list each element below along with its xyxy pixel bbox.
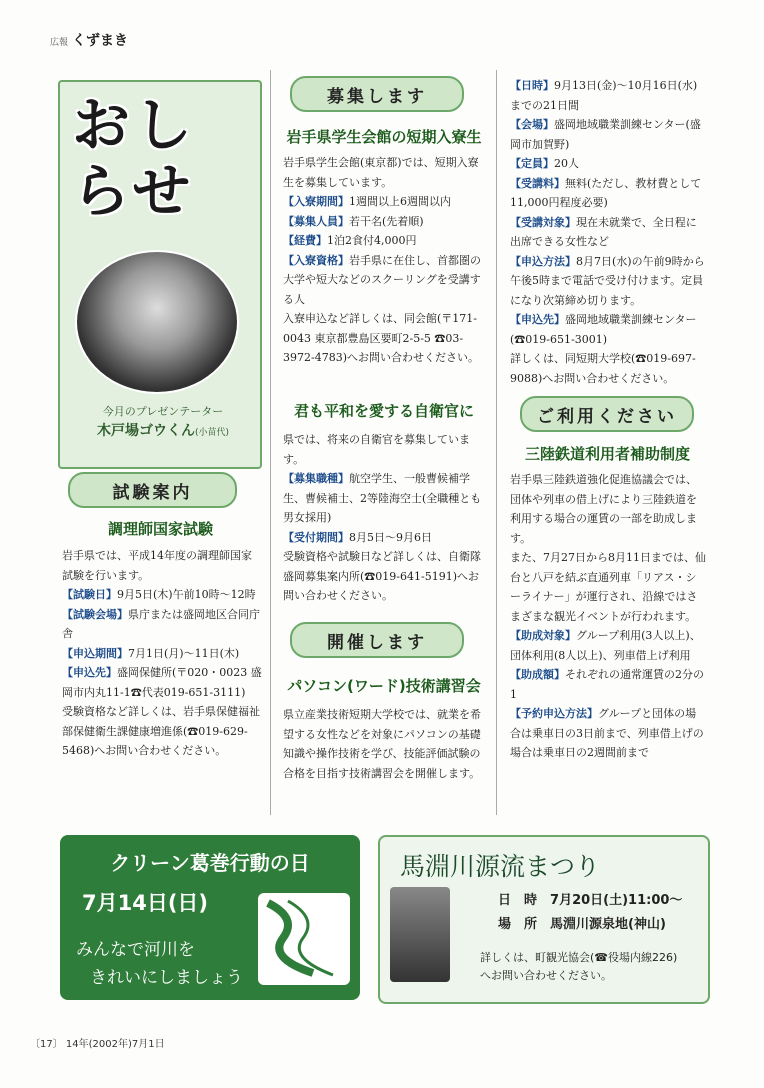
boshu-item xyxy=(283,231,488,251)
place-value: 馬淵川源泉地(神山) xyxy=(550,917,666,932)
item-key: 【申込期間】 xyxy=(62,646,128,660)
oshirase-title xyxy=(72,92,196,224)
item-value: 7月1日(月)〜11日(木) xyxy=(128,646,240,660)
item-key: 【入寮資格】 xyxy=(283,253,349,267)
jieikan-intro: 県では、将来の自衛官を募集しています。 xyxy=(283,433,470,466)
banner-left-line1: みんなで河川を xyxy=(76,940,195,960)
river-illustration xyxy=(258,893,350,985)
banner-left-line2: きれいにしましょう xyxy=(90,968,243,988)
sanriku-intro2: また、7月27日から8月11日までは、仙台と八戸を結ぶ直通列車「リアス・シーライナー」が運行され、沿線ではさまざまな観光イベントが行われます。 xyxy=(510,551,706,623)
sanriku-intro: 岩手県三陸鉄道強化促進協議会では、団体や列車の借上げにより三陸鉄道を利用する場合の運賃の一部を助成します。 xyxy=(510,473,697,545)
header-small: 広報 xyxy=(50,38,69,48)
boshu-item xyxy=(283,192,488,212)
header-brand xyxy=(50,30,128,50)
kaisai-body xyxy=(283,705,488,783)
detail-item xyxy=(510,213,706,252)
shiken-item xyxy=(62,644,262,664)
banner-right-date-row xyxy=(498,889,682,908)
banner-right-title: 馬淵川源流まつり xyxy=(400,852,601,881)
item-value: グループと団体の場合は乗車日の3日前まで、列車借上げの場合は乗車日の2週間前まで xyxy=(510,707,704,759)
place-label: 場 所 xyxy=(498,917,538,932)
shiken-body xyxy=(62,546,262,761)
detail-outro: 詳しくは、同短期大学校(☎019-697-9088)へお問い合わせください。 xyxy=(510,352,696,385)
sanriku-item xyxy=(510,704,706,763)
shiken-item xyxy=(62,605,262,644)
item-key: 【申込先】 xyxy=(62,666,117,679)
item-key: 【入寮期間】 xyxy=(283,195,349,208)
detail-item xyxy=(510,115,706,154)
detail-item xyxy=(510,310,706,349)
clean-kuzumaki-banner xyxy=(60,835,360,1000)
kaisai-intro: 県立産業技術短期大学校では、就業を希望する女性などを対象にパソコンの基礎知識や操作技術を学び、技能評価試験の合格を目指す技術講習会を開催します。 xyxy=(283,708,481,780)
item-value: 9月13日(金)〜10月16日(水)までの21日間 xyxy=(510,79,698,112)
item-value: それぞれの通常運賃の2分の1 xyxy=(510,668,704,701)
boshu-intro: 岩手県学生会館(東京都)では、短期入寮生を募集しています。 xyxy=(283,156,479,189)
brand-name: くずまき xyxy=(72,33,129,49)
item-value: 1泊2食付4,000円 xyxy=(327,234,417,247)
jieikan-headline: 君も平和を愛する自衛官に xyxy=(293,402,474,420)
item-key: 【定員】 xyxy=(510,157,554,170)
item-key: 【申込方法】 xyxy=(510,254,576,268)
banner-left-title: クリーン葛巻行動の日 xyxy=(110,851,310,875)
river-icon xyxy=(258,893,350,985)
presenter-name xyxy=(78,420,248,440)
item-value: 盛岡地域職業訓練センター(☎019-651-3001) xyxy=(510,313,697,346)
column-divider xyxy=(270,70,271,815)
shiken-item xyxy=(62,663,262,702)
shiken-tag: 試験案内 xyxy=(68,472,237,508)
sanriku-item xyxy=(510,665,706,704)
item-key: 【募集職種】 xyxy=(283,472,349,485)
spring-photo xyxy=(390,887,450,982)
item-value: 無料(ただし、教材費として11,000円程度必要) xyxy=(510,176,702,209)
jieikan-item xyxy=(283,469,488,528)
item-value: 若干名(先着順) xyxy=(349,214,424,228)
sanriku-headline: 三陸鉄道利用者補助制度 xyxy=(524,445,690,463)
item-value: 県庁または盛岡地区合同庁舎 xyxy=(62,607,260,640)
oshirase-title-line2: らせ xyxy=(72,157,195,225)
item-key: 【予約申込方法】 xyxy=(510,707,598,720)
banner-right-place-row xyxy=(498,913,666,932)
item-value: 岩手県に在住し、首都圏の大学や短大などのスクーリングを受講する人 xyxy=(283,253,481,306)
jieikan-body xyxy=(283,430,488,606)
item-key: 【試験日】 xyxy=(62,588,117,601)
boshu-outro: 入寮申込など詳しくは、同会館(〒171-0043 東京都豊島区要町2-5-5 ☎03-3972-4783)へお問い合わせください。 xyxy=(283,312,479,364)
boshu-body xyxy=(283,153,488,368)
jieikan-item xyxy=(283,528,488,548)
item-value: 航空学生、一般曹候補学生、曹候補士、2等陸海空士(全職種とも男女採用) xyxy=(283,472,482,524)
item-value: 8月5日〜9月6日 xyxy=(349,530,432,544)
banner-right-contact1: 詳しくは、町観光協会(☎役場内線226) xyxy=(480,951,678,964)
date-label: 日 時 xyxy=(498,893,538,908)
detail-item xyxy=(510,154,706,174)
boshu-item xyxy=(283,251,488,310)
kaisai-headline: パソコン(ワード)技術講習会 xyxy=(287,677,481,695)
banner-right-contact2: へお問い合わせください。 xyxy=(480,969,612,982)
item-key: 【試験会場】 xyxy=(62,607,128,621)
item-key: 【日時】 xyxy=(510,79,554,92)
boshu-headline: 岩手県学生会館の短期入寮生 xyxy=(286,128,482,146)
item-key: 【申込先】 xyxy=(510,313,565,326)
detail-item xyxy=(510,76,706,115)
item-value: 盛岡保健所(〒020・0023 盛岡市内丸11-1☎代表019-651-3111) xyxy=(62,666,262,699)
item-value: 盛岡地域職業訓練センター(盛岡市加賀野) xyxy=(510,118,701,151)
boshu-item xyxy=(283,212,488,232)
shiken-item xyxy=(62,585,262,605)
item-value: 8月7日(水)の午前9時から午後5時まで電話で受け付けます。定員になり次第締め切ります。 xyxy=(510,254,705,307)
item-value: 1週間以上6週間以内 xyxy=(349,195,451,208)
boshu-tag: 募集します xyxy=(290,76,464,112)
date-value: 7月20日(土)11:00〜 xyxy=(550,893,683,908)
detail-item xyxy=(510,174,706,213)
item-value: 9月5日(木)午前10時〜12時 xyxy=(117,588,256,601)
sanriku-body xyxy=(510,470,706,763)
shiken-headline: 調理師国家試験 xyxy=(107,520,213,538)
column-divider xyxy=(496,70,497,815)
item-key: 【経費】 xyxy=(283,234,327,247)
shiken-outro: 受験資格など詳しくは、岩手県保健福祉部保健衛生課健康増進係(☎019-629-5468)へお問い合わせください。 xyxy=(62,705,260,757)
kaisai-tag: 開催します xyxy=(290,622,464,658)
item-key: 【会場】 xyxy=(510,118,554,131)
presenter-area: (小苗代) xyxy=(194,428,230,438)
kaisai-details xyxy=(510,76,706,388)
item-value: 現在未就業で、全日程に出席できる女性など xyxy=(510,215,697,248)
item-key: 【助成額】 xyxy=(510,668,565,681)
shiken-intro: 岩手県では、平成14年度の調理師国家試験を行います。 xyxy=(62,549,252,582)
banner-left-date: 7月14日(日) xyxy=(82,891,209,915)
item-key: 【受講対象】 xyxy=(510,215,576,229)
detail-item xyxy=(510,252,706,311)
oshirase-title-line1: おし xyxy=(72,91,197,159)
page-footer: 〔17〕 14年(2002年)7月1日 xyxy=(30,1039,165,1050)
item-key: 【受付期間】 xyxy=(283,530,349,544)
item-value: 20人 xyxy=(554,157,579,170)
mabechi-festival-banner xyxy=(378,835,710,1004)
item-key: 【受講料】 xyxy=(510,176,565,190)
item-value: グループ利用(3人以上)、団体利用(8人以上)、列車借上げ利用 xyxy=(510,629,701,662)
dog-photo xyxy=(75,250,239,394)
presenter-caption: 今月のプレゼンテーター xyxy=(102,405,224,418)
sanriku-item xyxy=(510,626,706,665)
presenter-name-text: 木戸場ゴウくん xyxy=(96,423,195,439)
goriyou-tag: ご利用ください xyxy=(520,396,694,432)
item-key: 【募集人員】 xyxy=(283,214,349,228)
jieikan-outro: 受験資格や試験日など詳しくは、自衛隊盛岡募集案内所(☎019-641-5191)へお問い合わせください。 xyxy=(283,550,481,602)
item-key: 【助成対象】 xyxy=(510,629,576,642)
